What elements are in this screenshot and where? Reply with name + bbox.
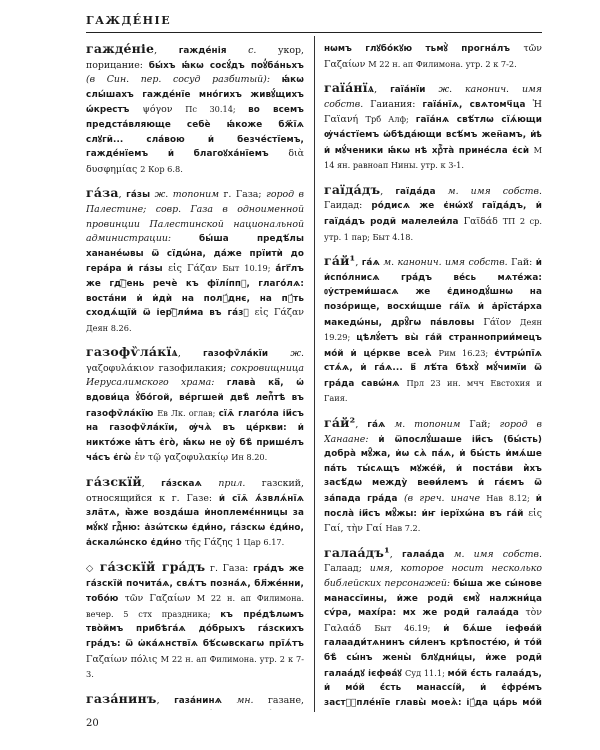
entry-text: газане, xyxy=(268,694,304,706)
church-slavonic-text: га́зскаѧ xyxy=(161,479,202,490)
entry-headword: галаа́дъ¹ xyxy=(324,544,390,560)
church-slavonic-text: гаїа́нїи xyxy=(390,85,426,96)
dictionary-entry xyxy=(86,345,304,466)
church-slavonic-text: га́ѧ xyxy=(361,258,380,269)
church-slavonic-text: га́ѧ xyxy=(367,420,386,431)
grammar-note: с. xyxy=(226,45,278,56)
source-reference: Деян 19.29; xyxy=(324,316,542,343)
dictionary-entry xyxy=(324,183,542,245)
source-reference: Рим 16.23; xyxy=(438,347,495,358)
church-slavonic-text: и҆ посла̀ і҆и҃съ мꙋ̑жы: и҆ҥ і҆ерїхѡ́на въ га́й xyxy=(324,494,542,519)
church-slavonic-text: ꙗ҆́кѡ слы́шахъ гажде́нїе мно́гихъ живꙋ́щихъ ѡ҆́крестъ xyxy=(86,75,304,116)
greek-text: Γάϊον xyxy=(483,316,520,328)
church-slavonic-text: бы́ша предѣ́лы ханане́ѡвы ѿ сїдѡ́на, да́же прїитѝ до гера́ра и҆ га́зы xyxy=(86,234,304,275)
greek-text: ψόγον xyxy=(142,104,186,116)
entry-text: ◇ xyxy=(86,563,100,574)
source-reference: Суд 11.1; xyxy=(405,667,448,678)
dictionary-entry xyxy=(324,81,542,174)
church-slavonic-text: гаїда́да xyxy=(395,186,436,197)
entry-headword: гаїа́нїѧ xyxy=(324,80,375,96)
grammar-note: м. канонич. имя собств. xyxy=(379,257,512,269)
entry-text: , xyxy=(141,478,162,490)
church-slavonic-text: глава̀ ка҃, ѡ҆ вдови́ца ꙋ҆бо́гой, ве́ргшей двѣ̀ лепⷮ҇тѣ въ газофѷла́кїю xyxy=(86,378,304,419)
church-slavonic-text: и҆ и҆спо́лнисѧ гра́дъ ве́сь мѧте́жа: ᲂу҆стреми́шасѧ же є҆динодꙋ́шнѡ на позо́рище, восхи́щше га́їѧ и҆ а҆рїста́рха македѡ́ны, дрꙋ̑гѡ па́вловы xyxy=(324,258,542,328)
entry-text: газофилакия; xyxy=(158,362,231,374)
entry-text: газский, относящийся к г. Газе: xyxy=(86,478,304,504)
source-reference: 2 Кор 6.8. xyxy=(140,163,183,174)
church-slavonic-text: цѣлꙋ́етъ вы̀ га́й странноприи́мецъ мо́й и҆ це́ркве всеѧ̀ xyxy=(324,333,542,359)
dictionary-entry xyxy=(86,560,304,683)
grammar-note: м. имя собств. xyxy=(435,185,542,197)
greek-text: εἰς Γαί, xyxy=(324,507,542,535)
church-slavonic-text: галаа́да xyxy=(401,549,445,560)
entry-text: , xyxy=(156,694,175,706)
church-slavonic-text: и҆ ѿпослꙋ́шаше і҆и҃съ (бы́сть) добра̀ мꙋ̑жа, и҆ѡ сѧ̀ па́ѧ, и҆ бы́сть и҆мѧ́ше па́ть ты́сѧщъ мꙋже́й, и҆ поста́ви и҆̀хъ засѣ́дѡ между̀ веѳи́лемъ и҆ га́ємъ ѿ за́пада гра́да xyxy=(324,434,542,505)
source-reference: Деян 8.26. xyxy=(86,322,132,333)
entry-text: г. Газа; xyxy=(223,189,267,201)
church-slavonic-text: ро́дисѧ же є҆нѡ́хꙋ гаїда́дъ, и҆ гаїда́дъ роди̑ малелеи́ла xyxy=(324,201,542,227)
entry-text: , xyxy=(380,185,396,197)
greek-text: Γαζαίων πόλις xyxy=(86,653,161,665)
grammar-note: м. топоним xyxy=(385,419,470,431)
greek-text: Ἡ Γαϊανή xyxy=(324,98,542,126)
source-reference: Ев Лк. оглав; xyxy=(157,407,219,418)
entry-text: , xyxy=(374,84,391,96)
grammar-note: ж. канонич. имя собств. xyxy=(324,84,542,110)
entry-text: , xyxy=(389,548,402,560)
grammar-note: (в греч. иначе xyxy=(404,493,487,505)
church-slavonic-text: газа́нинѧ xyxy=(174,695,223,706)
source-reference: Нав 8.12; xyxy=(486,493,536,504)
dictionary-entry xyxy=(324,546,542,710)
source-reference: М 14 ян. равноап Нины. утр. к 3-1. xyxy=(324,144,542,171)
entry-text: , xyxy=(355,257,362,269)
entry-text: , xyxy=(177,348,203,360)
source-reference: Прл 23 ин. мчч Евстохия и Гаия. xyxy=(324,377,542,404)
dictionary-entry xyxy=(324,42,542,72)
source-reference: Ин 8.20. xyxy=(231,452,268,463)
church-slavonic-text: гаїа́нѧ свѣ́тлѡ сїѧ́ющи ѹ҆ча́стїемъ ѡ҆бѣда́ющи всѣ́мъ жен҄амъ, и҆ҍ и҆ мꙋ́ченики ꙗ҆́кѡ нѣ хрⷭ҇та̀ прине́сла є҆сѝ xyxy=(324,115,542,156)
greek-text: τὴν Γαί xyxy=(346,523,386,535)
church-slavonic-text: бы́хъ ꙗ҆́кѡ сосꙋ́дъ поꙋ̓ба́ньхъ xyxy=(148,60,304,71)
greek-text: τῆς Γάζης xyxy=(184,537,236,549)
entry-text: Галаад; xyxy=(324,563,370,575)
dictionary-entry xyxy=(86,186,304,336)
greek-text: τὸν Γαλαάδ xyxy=(324,607,542,634)
source-reference: Трб Алф; xyxy=(365,114,416,125)
grammar-note: имя, которое носит несколько библейских персонажей: xyxy=(324,563,542,589)
source-reference: ТП 2 ср. утр. 1 пар; Быт 4.18. xyxy=(324,215,542,242)
grammar-note: прил. xyxy=(201,478,262,490)
entry-text: , xyxy=(355,419,368,431)
church-slavonic-text: къ пре́дѣлѡмъ тво̀ймъ прибѣга́ѧ до́брыхъ га́зскихъ гра́дъ: ѿ ѡ҆ка́ѧнствїѧ бѣ́сѡвскагѡ прїѧ́тъ xyxy=(86,609,304,649)
church-slavonic-text: га́зы xyxy=(126,190,151,201)
church-slavonic-text: гажде́нія xyxy=(178,46,227,56)
entry-headword: га́й² xyxy=(324,415,356,431)
running-head: ГАЖДЕ́НІЕ xyxy=(86,14,172,27)
entry-text: Гай: xyxy=(511,257,536,269)
grammar-note: сокровищница Иерусалимского храма: xyxy=(86,362,304,389)
church-slavonic-text: и҆ бѧ́ше і҆ефѳа́й галаади́тѧнинъ си́ленъ крѣпосте́ю, и҆ то́й бѣ̀ сы́нъ жены̀ блꙋдни́цы, и҆же роди̑ галаа́дꙋ і҆єфѳа́ꙋ xyxy=(324,623,542,679)
greek-text: εἰς xyxy=(168,263,188,275)
source-reference: М 22 н. ап Филимона. утр. 2 к 7-2. xyxy=(368,58,517,69)
left-column xyxy=(86,42,304,710)
grammar-note: город в Ханаане: xyxy=(324,419,542,445)
greek-text: Γαϊδάδ xyxy=(463,215,503,227)
church-slavonic-text: гра́дъ же га́зскїй почита́ѧ, свѧ́тъ позна́ѧ, бл҃же́нни, тобо́ю xyxy=(86,564,304,605)
greek-text: τῶν Γαζαίων xyxy=(124,593,197,605)
church-slavonic-text: гаїа́нїѧ, свѧтомч҃ца xyxy=(422,99,533,110)
dictionary-entry xyxy=(324,416,542,537)
church-slavonic-text: и҆ сїѧ̑ ѧ҆́звлѧ́нїѧ зла̑тѧ, ꙗ҆̀же возда́ша и҆ноплемє́нницы за мꙋ́кꙋ гдⷭ҇ню: а҆зѡ́тскѡ є҆ди́но, га́зскѡ є҆ди́но, а҆скалѡ́нско є҆ди́но xyxy=(86,493,304,549)
church-slavonic-text: нѡмъ глꙋбо́кꙋю тьмꙋ̀ прогна́лъ xyxy=(324,44,524,54)
entry-headword: газофѷла́кїѧ xyxy=(86,344,178,360)
church-slavonic-text: мо́й є҆́сть галаа́дъ, и҆ мо́й є҆́сть манассі́й, и҆ є҆фре́мъ заст꙯ꙋпле́нїе главы̀ моеѧ̀: і҆ꙋ́да ца́рь мо́й xyxy=(324,668,542,708)
church-slavonic-text: а҆́гг҃лъ же гдⷭ҇ень речѐ къ фїлі́ппꙋ, глаго́лѧ: воста́ни и҆ и҆дѝ на полꙋ́днє, на пꙋ́ть сходѧ́щїй ѿ і҆ерⷭ҇ли́ма въ га́зꙋ xyxy=(86,264,304,319)
grammar-note: сосуд разбитый): xyxy=(172,74,282,86)
right-column xyxy=(324,42,542,710)
grammar-note: мн. xyxy=(222,694,269,706)
entry-text: укор, порицание: xyxy=(86,45,304,71)
dictionary-entry xyxy=(324,254,542,407)
entry-text: Гаиания: xyxy=(370,98,423,110)
church-slavonic-text: є҆ѵтрѡ́пїѧ стѧ́ѧ, и҆ га́ѧ... в҃ лѣ́та бѣхꙋ̀ мꙋ́чимїи ѿ гра́да савѡ́нѧ xyxy=(324,348,542,389)
entry-headword: га́й¹ xyxy=(324,253,356,269)
grammar-note: ж. xyxy=(268,348,304,360)
dictionary-entry xyxy=(86,692,304,710)
source-reference: Нав 7.2. xyxy=(385,523,421,534)
church-slavonic-text: во всемъ предста́вляюще себѐ ꙗ҆́коже бж҃їѧ слꙋги̑... сла́вою и҆ безче́стїемъ, гажде́нїемъ и҆ благоꙋха́нїемъ xyxy=(86,105,304,160)
source-reference: Быт 46.19; xyxy=(374,622,444,633)
greek-text: γαζοφυλάκιον xyxy=(86,362,159,374)
source-reference: Пс 30.14; xyxy=(185,104,249,115)
dictionary-entry xyxy=(86,42,304,177)
dictionary-entry xyxy=(86,475,304,551)
greek-text: ἐν τῷ γαζοφυλακίῳ xyxy=(134,452,232,464)
church-slavonic-text: газофѷла́кїи xyxy=(203,349,269,360)
greek-text: διὰ δυσφημίας xyxy=(86,148,304,175)
church-slavonic-text: бы́ша же сы́нове манассі̑ины, и҆же роди̑ ємꙋ̀ налжни́ца сѵ́ра, махі́ра: мх же роди̑ галаа́да xyxy=(324,579,542,619)
source-reference: М 22 н. ап Филимона. вечер. 5 стх праздника; xyxy=(86,593,304,619)
grammar-note: м. имя собств. xyxy=(444,548,542,560)
entry-headword: гаїда́дъ xyxy=(324,181,381,197)
page-number: 20 xyxy=(86,718,99,729)
entry-text: , xyxy=(154,45,179,56)
source-reference: Быт 10.19; xyxy=(222,263,276,274)
entry-text: Гай; xyxy=(469,419,500,431)
grammar-note: ж. топоним xyxy=(150,189,224,201)
church-slavonic-text: сїѧ̑ глаго́ла і҆и҃съ на газофѷла́кїи, ѹ҆чѧ̀ въ це́ркви: и҆ никто́же ꙗ҆́тъ є҆го̀, ꙗ҆́кѡ не ᲂу҆̀ бѣ̀ прише́лъ ча́съ є҆гѡ̀ xyxy=(86,408,304,464)
entry-headword: га́зскїй xyxy=(86,474,142,490)
greek-text: Γάζαν xyxy=(187,263,223,275)
entry-headword: гажде́ніе xyxy=(86,42,155,56)
entry-text: Гаидад: xyxy=(324,200,372,212)
source-reference: 1 Цар 6.17. xyxy=(235,537,285,548)
grammar-note: город в Палестине; совр. Газа в одноименной провинции Палестинской национальной администрации: xyxy=(86,189,304,245)
entry-text: г. Газа: xyxy=(205,563,254,574)
column-divider xyxy=(314,36,315,712)
greek-text: εἰς Γάζαν xyxy=(254,307,304,319)
entry-headword: га́за xyxy=(86,185,119,201)
idiom-headword: га́зскїй гра́дъ xyxy=(99,559,206,574)
entry-headword: газа́нинъ xyxy=(86,690,157,706)
header-rule xyxy=(86,32,542,33)
entry-text: , xyxy=(118,189,127,201)
grammar-note: (в Син. пер. xyxy=(86,74,173,86)
greek-text: τῶν Γαζαίων xyxy=(324,43,542,70)
source-reference: М 22 н. ап Филимона. утр. 2 к 7-3. xyxy=(86,653,304,680)
